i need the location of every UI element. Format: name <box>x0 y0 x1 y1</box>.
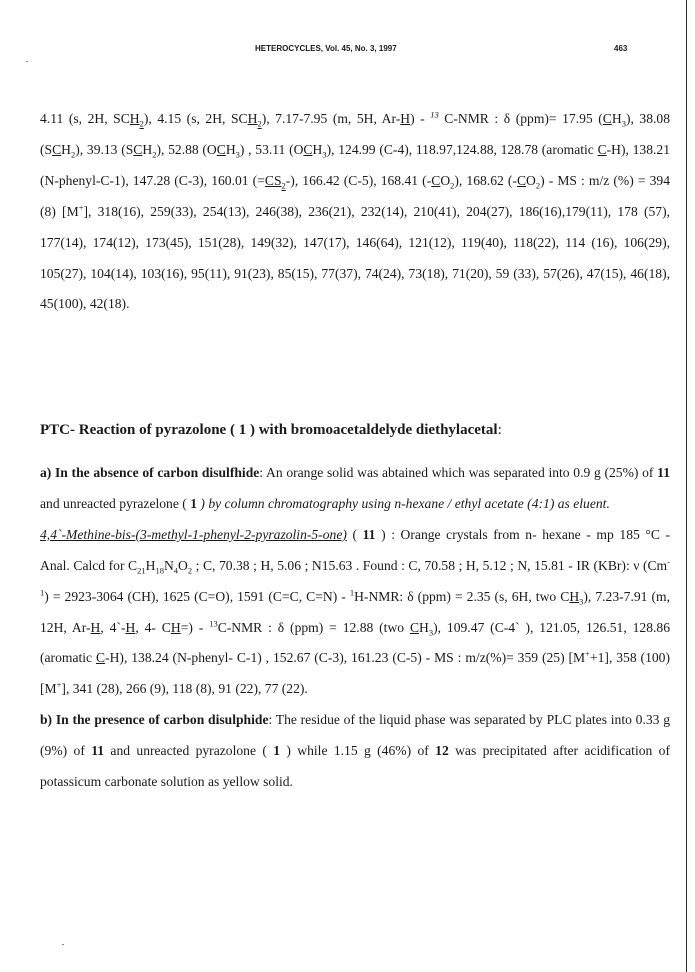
paragraph-absence-cs2: a) In the absence of carbon disulfhide: An orange solid was abtained which was separated into 0.9 g (25%) of 11 and unreacted pyrazelone ( 1 ) by column chromatography using n-hexane / ethyl acetate (4:1) as eluent. <box>40 465 670 511</box>
scan-speck <box>26 61 28 62</box>
spectral-data-paragraph: 4.11 (s, 2H, $SCH_2$), 4.15 (s, 2H, $SCH_2$), 7.17-7.95 (m, 5H, Ar-H) - $^{13}$ C-NMR : δ (ppm)= 17.95 $(CH_3)$, 38.08 $(SCH_2)$, 39.13 $(SCH_2)$, 52.88 $(OCH_3)$ , 53.11 $(OCH_3)$, 124.99 (C-4), 118.97,124.88, 128.78 (aromatic C-H), 138.21 (N-phenyl-C-1), 147.28 (C-3), 160.01 $(=CS_2-)$, 166.42 (C-5), 168.41 $(-CO_2)$, 168.62 $(-CO_2)$ - MS : m/z (%) = 394 (8) [M+], 318(16), 259(33), 254(13), 246(38), 236(21), 232(14), 210(41), 204(27), 186(16),179(11), 178 (57), 177(14), 174(12), 173(45), 151(28), 149(32), 147(17), 146(64), 121(12), 119(40), 118(22), 114 (16), 106(29), 105(27), 104(14), 103(16), 95(11), 91(23), 85(15), 77(37), 74(24), 73(18), 71(20), 59 (33), 57(26), 47(15), 46(18), 45(100), 42(18). <box>40 109 671 312</box>
section-heading: PTC- Reaction of pyrazolone ( 1 ) with bromoacetaldelyde diethylacetal: <box>40 422 502 438</box>
journal-citation: HETEROCYCLES, Vol. 45, No. 3, 1997 <box>255 44 397 53</box>
running-header <box>0 44 686 60</box>
scan-speck <box>62 944 64 945</box>
paragraph-presence-cs2: b) In the presence of carbon disulphide: The residue of the liquid phase was separated by PLC plates into 0.33 g (9%) of 11 and unreacted pyrazolone ( 1 ) while 1.15 g (46%) of 12 was precipitated after acidification of potassicum carbonate solution as yellow solid. <box>40 712 671 790</box>
paragraph-compound-11: 4,4`-Methine-bis-(3-methyl-1-phenyl-2-pyrazolin-5-one) ( 11 ) : Orange crystals from n- hexane - mp 185 °C - Anal. Calcd for $C_{21}H_{18}N_4O_2$ ; C, 70.38 ; H, 5.06 ; N15.63 . Found : C, 70.58 ; H, 5.12 ; N, 15.81 - IR (KBr): ν $(Cm^{-1}) = 2923-3064$ (CH), 1625 (C=O), 1591 (C=C, C=N) - $^1$H-NMR: δ (ppm) = 2.35 (s, 6H, two $CH_3$), 7.23-7.91 (m, 12H, Ar-H, 4`-H, 4- CH=) - $^{13}$C-NMR : δ (ppm) = 12.88 (two $CH_3$), 109.47 (C-4` ), 121.05, 126.51, 128.86 (aromatic C-H), 138.24 (N-phenyl- C-1) , 152.67 (C-3), 161.23 (C-5) - MS : m/z(%)= 359 (25) [M++1], 358 (100) [M+], 341 (28), 266 (9), 118 (8), 91 (22), 77 (22). <box>40 526 671 697</box>
experimental-section <box>40 458 670 798</box>
spectral-data-continuation <box>40 104 670 320</box>
compound-name: 4,4`-Methine-bis-(3-methyl-1-phenyl-2-pyrazolin-5-one) <box>40 526 347 542</box>
page-right-edge-rule <box>686 0 687 972</box>
page-number: 463 <box>614 44 628 53</box>
